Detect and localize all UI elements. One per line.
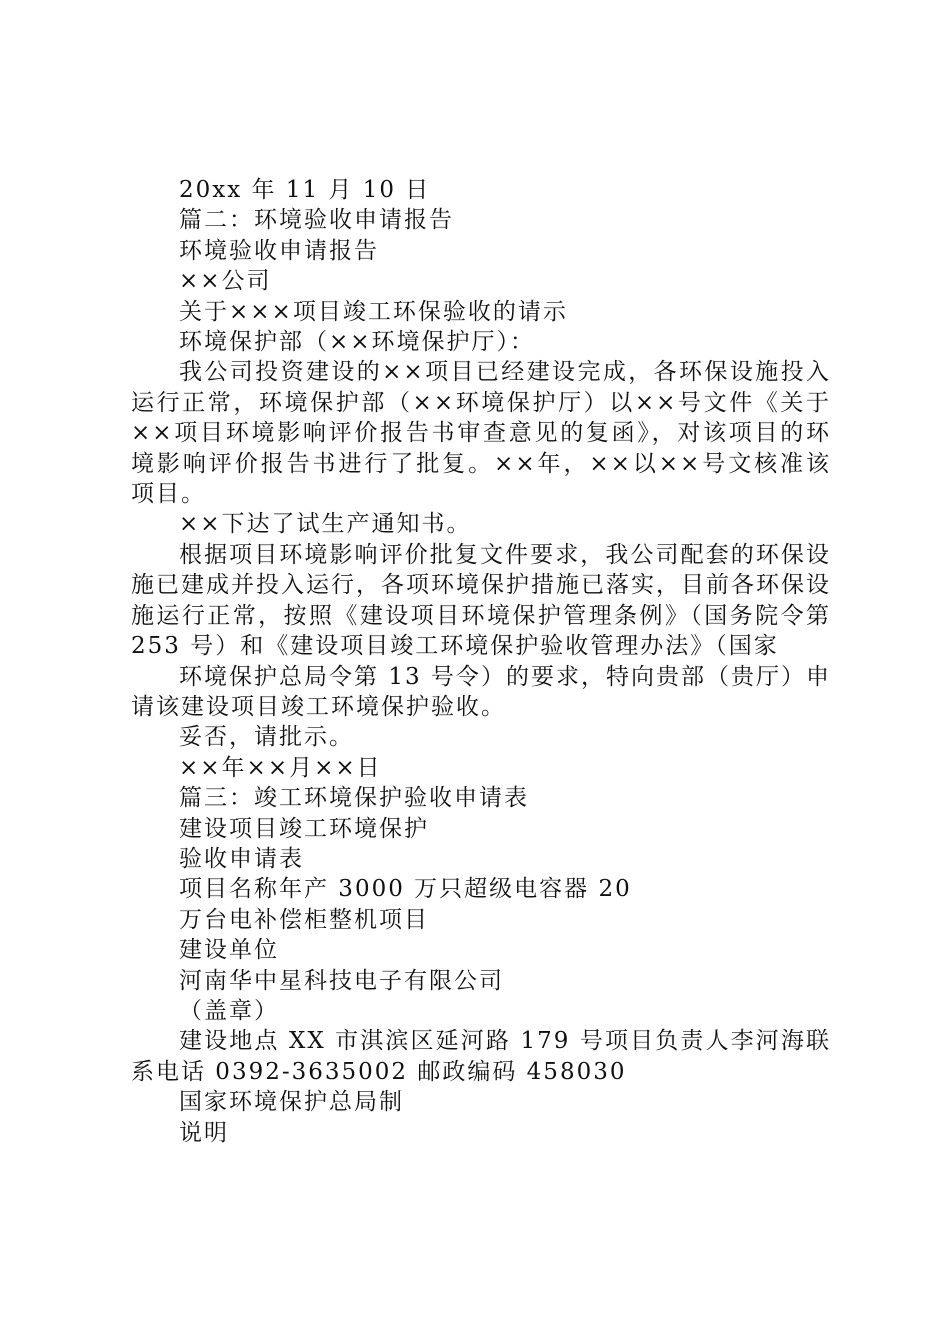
section-heading-2: 篇二：环境验收申请报告 — [179, 207, 454, 234]
body-paragraph-3: 根据项目环境影响评价批复文件要求，我公司配套的环保设施已建成并投入运行，各项环境保护措施已落实，目前各环保设施运行正常，按照《建设项目环境保护管理条例》（国务院令第 253 号）和《建设项目竣工环境保护验收管理办法》（国家 — [131, 541, 831, 660]
seal-note: （盖章） — [179, 997, 279, 1024]
form-title-line-1: 建设项目竣工环境保护 — [179, 815, 429, 842]
signature-date: ××年××月××日 — [179, 754, 382, 781]
body-paragraph-2: ××下达了试生产通知书。 — [179, 511, 472, 538]
body-paragraph-1: 我公司投资建设的××项目已经建设完成，各环保设施投入运行正常，环境保护部（××环境保护厅）以××号文件《关于××项目环境影响评价报告书审查意见的复函》，对该项目的环境影响评价报告书进行了批复。××年，××以××号文核准该项目。 — [131, 359, 831, 508]
notes-heading: 说明 — [179, 1119, 229, 1146]
project-name-line-2: 万台电补偿柜整机项目 — [179, 906, 429, 933]
issuer-line: 国家环境保护总局制 — [179, 1089, 404, 1116]
addressee: 环境保护部（××环境保护厅）： — [179, 329, 536, 356]
date-line: 20xx 年 11 月 10 日 — [179, 177, 431, 203]
report-title: 环境验收申请报告 — [179, 237, 379, 264]
section-heading-3: 篇三：竣工环境保护验收申请表 — [179, 785, 529, 812]
document-body — [131, 175, 831, 1148]
company-name: ××公司 — [179, 268, 272, 295]
request-title: 关于×××项目竣工环保验收的请示 — [179, 298, 568, 325]
site-contact-info: 建设地点 XX 市淇滨区延河路 179 号项目负责人李河海联系电话 0392-3635002 邮政编码 458030 — [131, 1028, 831, 1085]
approval-request: 妥否，请批示。 — [179, 724, 354, 751]
body-paragraph-4: 环境保护总局令第 13 号令）的要求，特向贵部（贵厅）申请该建设项目竣工环境保护验收。 — [131, 663, 831, 720]
project-name-line-1: 项目名称年产 3000 万只超级电容器 20 — [179, 876, 632, 903]
form-title-line-2: 验收申请表 — [179, 845, 304, 872]
construction-unit-name: 河南华中星科技电子有限公司 — [179, 967, 504, 994]
construction-unit-label: 建设单位 — [179, 937, 279, 964]
